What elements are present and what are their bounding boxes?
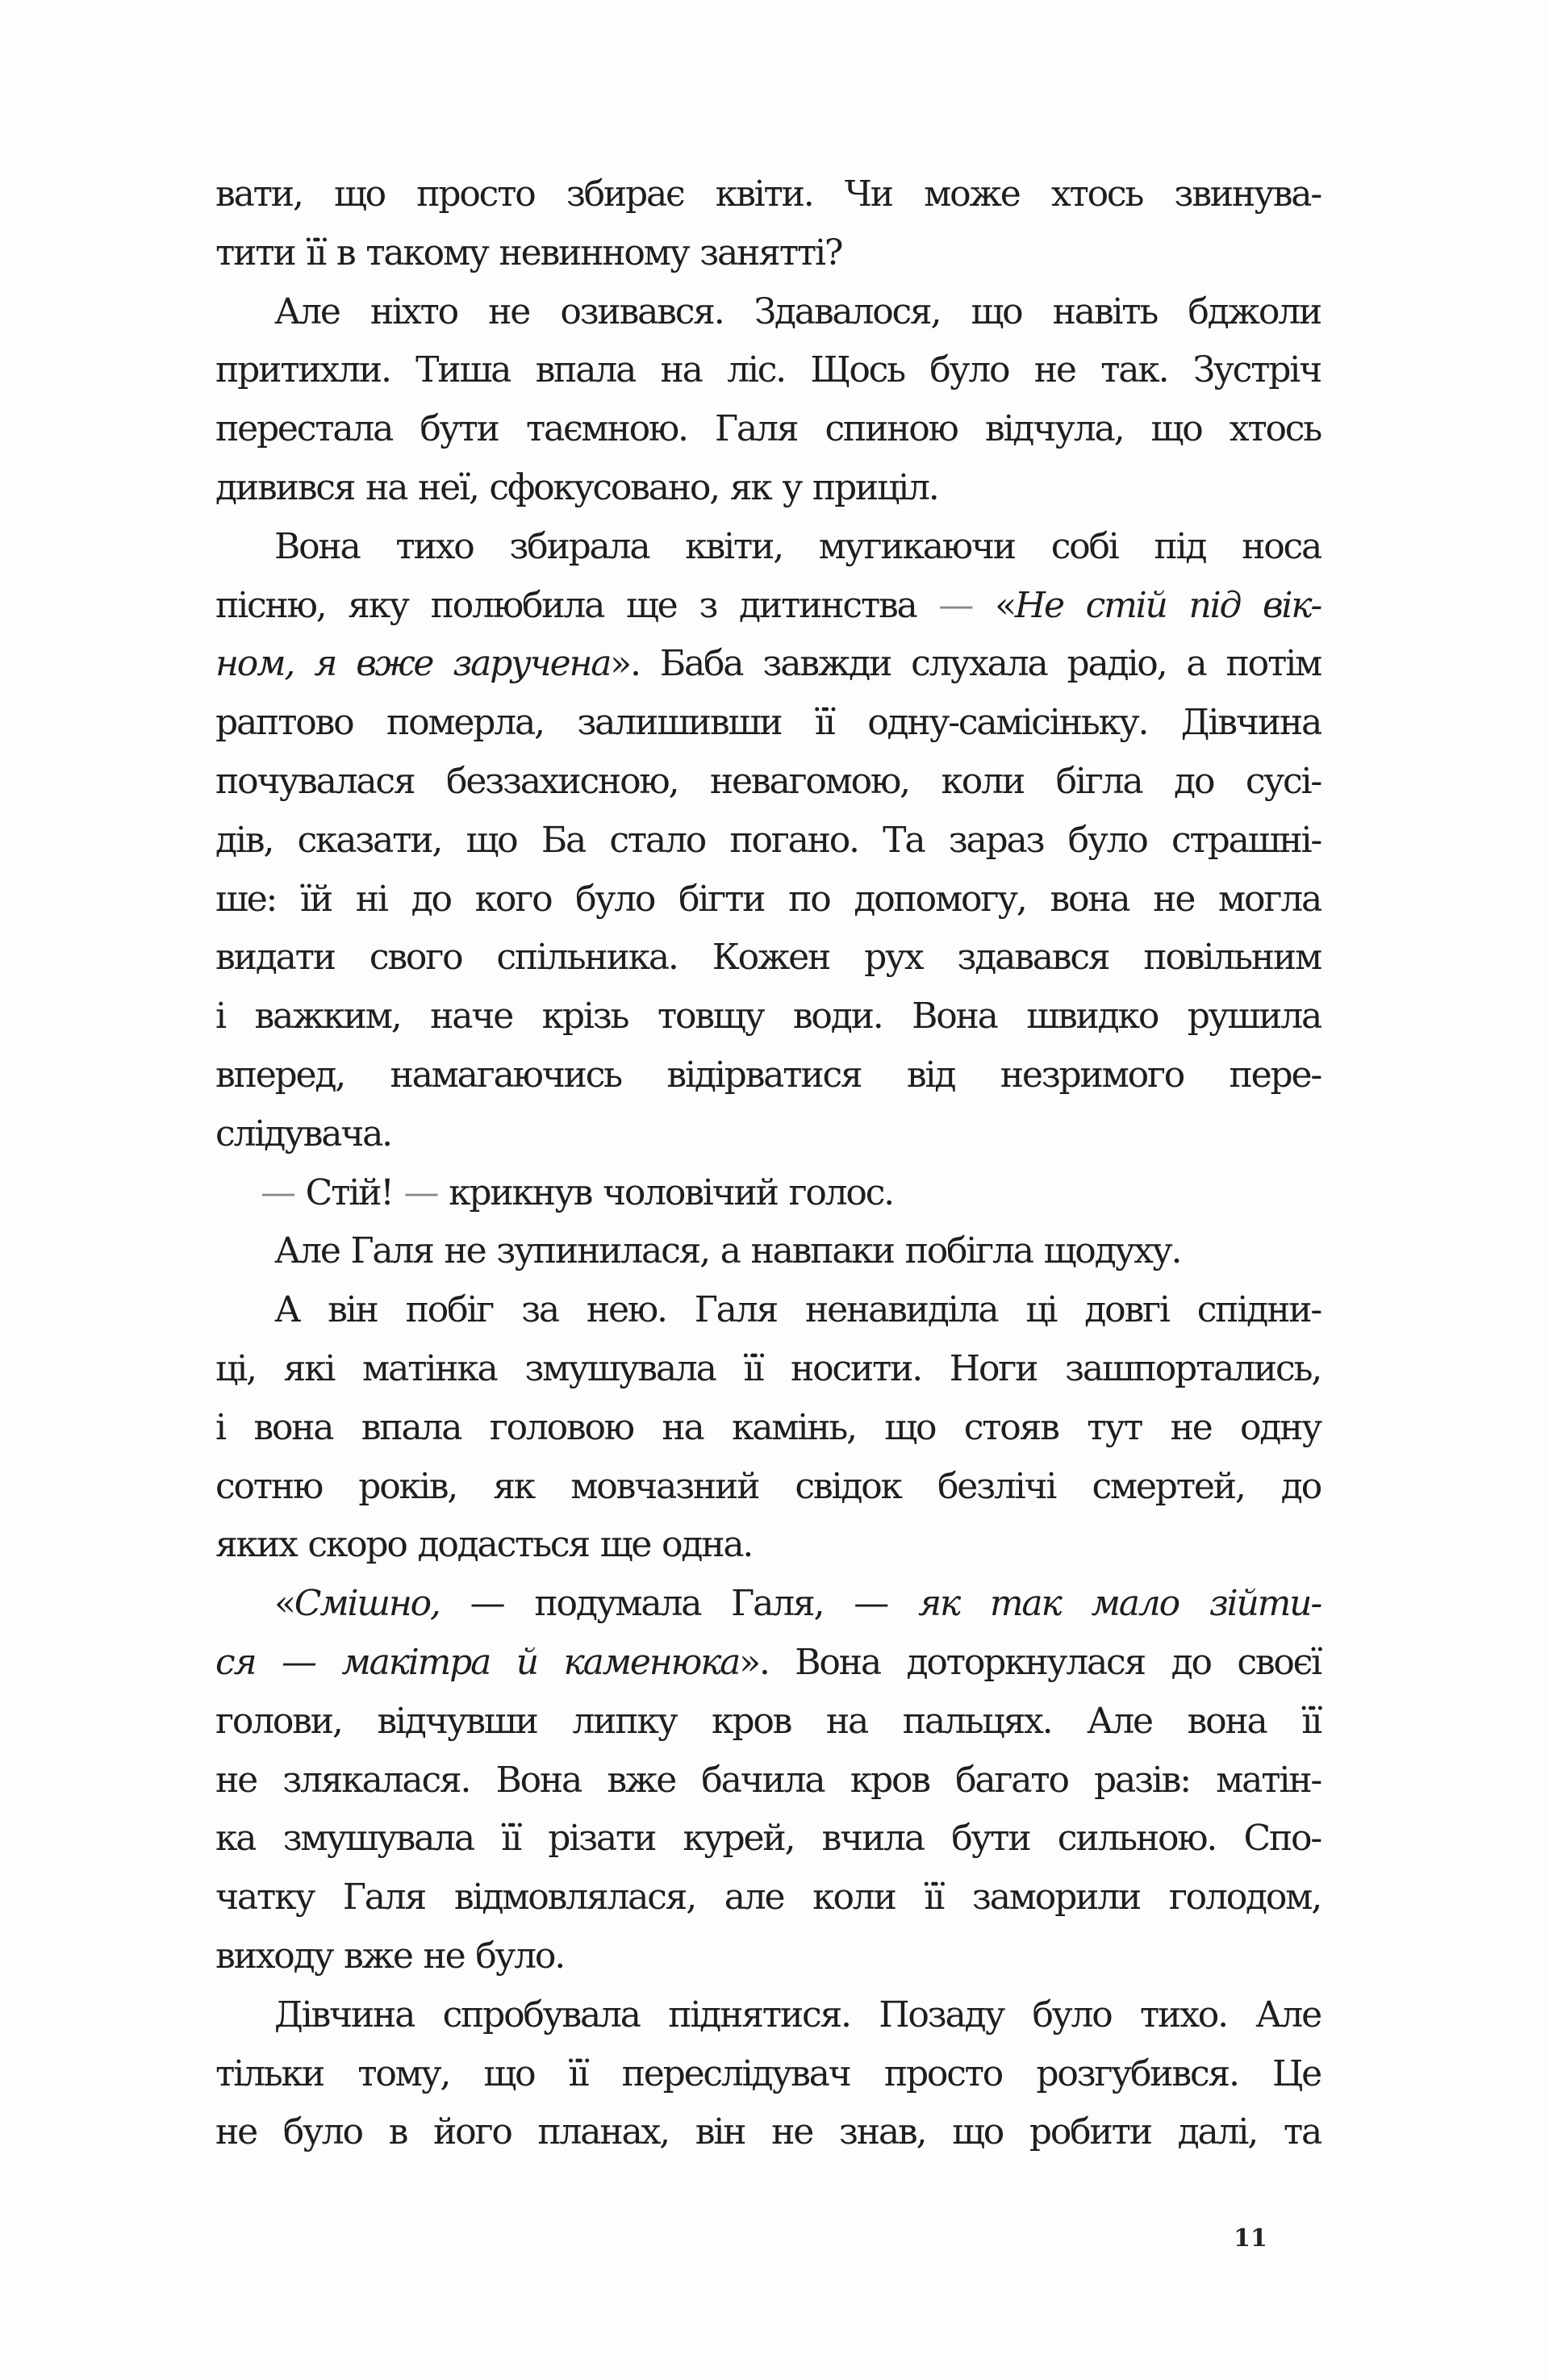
italic-text: Не стій під вік-: [1014, 584, 1321, 626]
text-segment: виходу вже не було.: [215, 1935, 565, 1977]
text-line: [215, 518, 1321, 577]
text-segment: не злякалася. Вона вже бачила кров багато разів: матін-: [215, 1759, 1321, 1801]
text-line: [215, 1869, 1321, 1927]
text-segment: дів, сказати, що Ба стало погано. Та зараз було страшні-: [215, 819, 1321, 861]
text-line: [215, 694, 1321, 753]
text-line: [215, 2045, 1321, 2104]
em-dash: —: [261, 1171, 294, 1213]
text-segment: ка змушувала її різати курей, вчила бути сильною. Спо-: [215, 1818, 1321, 1860]
text-segment: ці, які матінка змушувала її носити. Ноги зашпортались,: [215, 1347, 1321, 1389]
text-line: [215, 871, 1321, 929]
text-line: [215, 400, 1321, 459]
text-segment: слідувача.: [215, 1113, 391, 1155]
text-segment: пісню, яку полюбила ще з дитинства: [215, 584, 939, 626]
em-dash: —: [938, 584, 973, 626]
text-segment: Але ніхто не озивався. Здавалося, що навіть бджоли: [274, 290, 1321, 332]
text-segment: почувалася беззахисною, невагомою, коли бігла до сусі-: [215, 760, 1321, 802]
text-line: [215, 283, 1321, 342]
text-segment: тити її в такому невинному занятті?: [215, 232, 842, 273]
text-line: [215, 987, 1321, 1046]
text-segment: яких скоро додасться ще одна.: [215, 1524, 753, 1566]
text-segment: Вона тихо збирала квіти, мугикаючи собі під носа: [274, 525, 1321, 567]
text-line: [215, 1222, 1321, 1281]
text-segment: тільки тому, що її переслідувач просто розгубився. Це: [215, 2052, 1321, 2094]
text-line: [215, 1516, 1321, 1575]
text-line: [215, 929, 1321, 987]
text-line: [215, 1046, 1321, 1105]
text-line: [215, 1634, 1321, 1693]
text-segment: і важким, наче крізь товщу води. Вона швидко рушила: [215, 996, 1321, 1038]
text-segment: голови, відчувши липку кров на пальцях. Але вона її: [215, 1700, 1321, 1742]
text-line: [215, 1752, 1321, 1810]
text-segment: Стій!: [294, 1171, 404, 1213]
text-line: [215, 1693, 1321, 1752]
text-segment: чатку Галя відмовлялася, але коли її заморили голодом,: [215, 1877, 1321, 1919]
italic-text: ся — макітра й каменюка: [215, 1641, 740, 1683]
body-text: [215, 165, 1321, 2162]
text-segment: ». Вона доторкнулася до своєї: [739, 1641, 1321, 1683]
italic-text: Смішно,: [294, 1583, 440, 1625]
italic-text: ном, я вже заручена: [215, 643, 611, 685]
text-segment: крикнув чоловічий голос.: [437, 1171, 893, 1213]
text-segment: раптово померла, залишивши її одну-самісіньку. Дівчина: [215, 702, 1321, 744]
text-line: [215, 753, 1321, 812]
text-line: [215, 165, 1321, 224]
text-segment: сотню років, як мовчазний свідок безлічі смертей, до: [215, 1465, 1321, 1507]
text-segment: перестала бути таємною. Галя спиною відчула, що хтось: [215, 408, 1321, 450]
text-segment: вперед, намагаючись відірватися від незримого пере-: [215, 1054, 1321, 1096]
page-number: 11: [1234, 2224, 1267, 2253]
text-segment: Але Галя не зупинилася, а навпаки побігла щодуху.: [274, 1230, 1181, 1272]
text-line: [215, 2103, 1321, 2162]
text-segment: «: [972, 584, 1015, 626]
em-dash: —: [403, 1171, 438, 1213]
text-segment: Дівчина спробувала піднятися. Позаду було тихо. Але: [274, 1994, 1321, 2036]
text-line: [215, 1281, 1321, 1340]
text-line: [215, 1164, 1321, 1223]
text-segment: ше: їй ні до кого було бігти по допомогу, вона не могла: [215, 878, 1321, 920]
text-line: [215, 1340, 1321, 1399]
text-line: [215, 1105, 1321, 1164]
text-line: [215, 577, 1321, 636]
text-line: [215, 1986, 1321, 2045]
text-line: [215, 459, 1321, 518]
text-segment: «: [274, 1583, 294, 1625]
text-segment: дивився на неї, сфокусовано, як у приціл.: [215, 466, 938, 508]
text-line: [215, 341, 1321, 400]
text-segment: вати, що просто збирає квіти. Чи може хтось звинува-: [215, 173, 1321, 215]
text-line: [215, 224, 1321, 283]
text-line: [215, 812, 1321, 871]
text-line: [215, 1810, 1321, 1869]
italic-text: як так мало зійти-: [917, 1583, 1321, 1625]
text-segment: ». Баба завжди слухала радіо, а потім: [610, 643, 1321, 685]
text-line: [215, 1399, 1321, 1458]
text-segment: притихли. Тиша впала на ліс. Щось було не так. Зустріч: [215, 349, 1321, 391]
text-segment: — подумала Галя, —: [439, 1583, 918, 1625]
text-segment: А він побіг за нею. Галя ненавиділа ці довгі спідни-: [274, 1289, 1321, 1331]
text-segment: не було в його планах, він не знав, що робити далі, та: [215, 2111, 1321, 2153]
text-line: [215, 635, 1321, 694]
text-segment: і вона впала головою на камінь, що стояв тут не одну: [215, 1406, 1321, 1448]
text-line: [215, 1458, 1321, 1517]
text-line: [215, 1927, 1321, 1986]
text-segment: видати свого спільника. Кожен рух здавався повільним: [215, 937, 1321, 979]
text-line: [215, 1575, 1321, 1634]
